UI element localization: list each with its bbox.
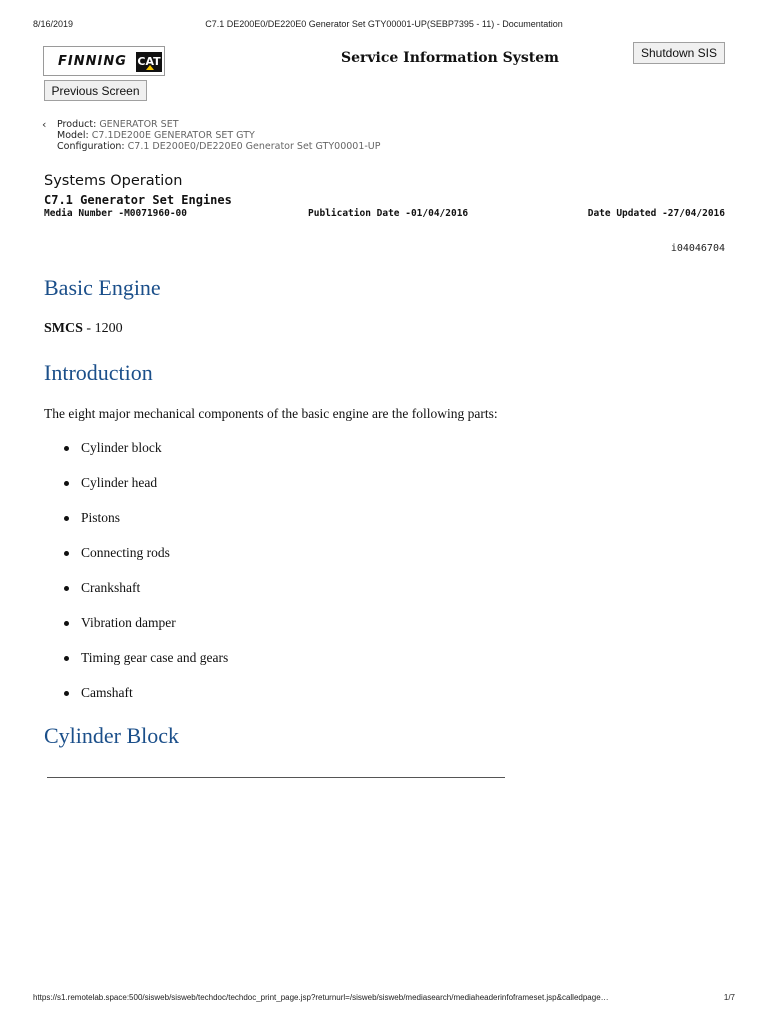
date-updated: Date Updated -27/04/2016 xyxy=(587,208,725,219)
crumb-model-value: C7.1DE200E GENERATOR SET GTY xyxy=(91,130,255,141)
finning-logo-text: FINNING xyxy=(58,54,127,69)
document-id: i04046704 xyxy=(670,243,725,254)
list-item: Connecting rods xyxy=(62,544,228,579)
footer-url: https://s1.remotelab.space:500/sisweb/sisweb/techdoc/techdoc_print_page.jsp?returnurl=/sisweb/sisweb/mediasearch/mediaheaderinfoframeset.jsp&calledpage… xyxy=(33,993,609,1002)
crumb-model xyxy=(44,130,381,141)
list-item: Cylinder head xyxy=(62,474,228,509)
print-header xyxy=(33,19,735,33)
list-item: Cylinder block xyxy=(62,439,228,474)
crumb-product-key: Product: xyxy=(57,119,97,130)
crumb-model-key: Model: xyxy=(57,130,89,141)
cat-logo-icon: CAT xyxy=(136,52,162,72)
shutdown-sis-button[interactable]: Shutdown SIS xyxy=(633,42,725,64)
document-subtitle: C7.1 Generator Set Engines xyxy=(44,193,232,207)
document-meta xyxy=(44,208,725,222)
crumb-product-value: GENERATOR SET xyxy=(99,119,179,130)
smcs-label: SMCS xyxy=(44,321,83,336)
list-item: Timing gear case and gears xyxy=(62,649,228,684)
crumb-config-value: C7.1 DE200E0/DE220E0 Generator Set GTY00001-UP xyxy=(127,141,381,152)
list-item: Camshaft xyxy=(62,684,228,719)
crumb-configuration xyxy=(44,141,381,152)
heading-cylinder-block: Cylinder Block xyxy=(44,723,180,748)
media-number: Media Number -M0071960-00 xyxy=(44,208,187,219)
list-item: Vibration damper xyxy=(62,614,228,649)
smcs-value: - 1200 xyxy=(82,321,123,336)
page-number: 1/7 xyxy=(723,993,735,1002)
crumb-product xyxy=(44,119,381,130)
heading-introduction: Introduction xyxy=(44,360,153,385)
breadcrumb xyxy=(44,119,381,152)
components-list xyxy=(62,439,228,719)
crumb-config-key: Configuration: xyxy=(57,141,125,152)
page-title: Service Information System xyxy=(341,50,559,66)
print-title: C7.1 DE200E0/DE220E0 Generator Set GTY00001-UP(SEBP7395 - 11) - Documentation xyxy=(205,19,563,29)
heading-basic-engine: Basic Engine xyxy=(44,275,161,300)
finning-cat-logo xyxy=(43,46,165,76)
print-footer xyxy=(33,993,735,1007)
intro-paragraph: The eight major mechanical components of the basic engine are the following parts: xyxy=(44,406,498,421)
list-item: Crankshaft xyxy=(62,579,228,614)
print-date: 8/16/2019 xyxy=(33,19,74,29)
divider xyxy=(47,777,505,778)
publication-date: Publication Date -01/04/2016 xyxy=(308,208,469,219)
smcs-code xyxy=(44,321,123,337)
chevron-left-icon[interactable]: ‹ xyxy=(42,118,47,131)
section-title: Systems Operation xyxy=(44,173,183,189)
previous-screen-button[interactable]: Previous Screen xyxy=(44,80,147,101)
list-item: Pistons xyxy=(62,509,228,544)
